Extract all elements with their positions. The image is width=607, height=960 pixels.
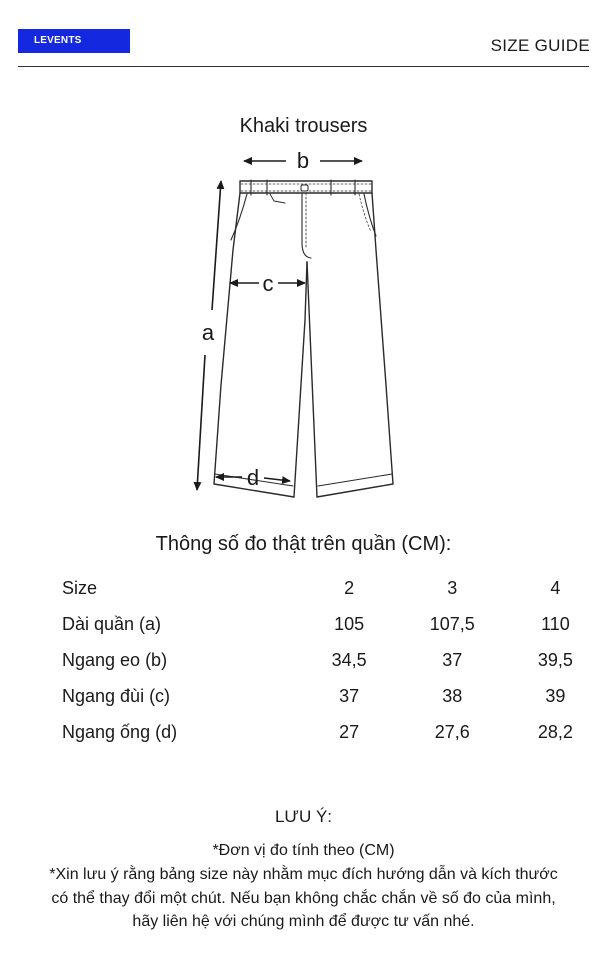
- table-cell: 27,6: [434, 721, 470, 742]
- product-name: Khaki trousers: [239, 115, 368, 137]
- spec-title: Thông số đo thật trên quần (CM):: [155, 533, 452, 555]
- table-row: [62, 714, 607, 750]
- page-title: SIZE GUIDE: [490, 36, 590, 55]
- table-header-cell: Size: [62, 577, 98, 598]
- table-cell: Dài quần (a): [62, 613, 162, 634]
- note-body: *Xin lưu ý rằng bảng size này nhằm mục đích hướng dẫn và kích thước có thể thay đổi một chút. Nếu bạn không chắc chắn về số đo của mình, hãy liên hệ với chúng mình để được tư vấn nhé.: [49, 866, 558, 930]
- table-cell: 34,5: [331, 649, 367, 670]
- brand-logo: LEVENTS: [18, 29, 130, 53]
- table-cell: 28,2: [537, 721, 573, 742]
- label-b: b: [296, 148, 310, 173]
- table-row: [62, 642, 607, 678]
- table-header-cell: 4: [550, 577, 561, 598]
- table-cell: Ngang ống (d): [62, 721, 178, 742]
- table-cell: 38: [442, 685, 463, 706]
- label-d: d: [246, 465, 260, 490]
- table-row: [62, 606, 607, 642]
- note-unit: *Đơn vị đo tính theo (CM): [212, 842, 395, 859]
- table-header-row: [62, 570, 607, 606]
- table-row: [62, 678, 607, 714]
- table-cell: 110: [541, 613, 570, 634]
- table-header-cell: 2: [344, 577, 355, 598]
- label-a: a: [201, 320, 215, 345]
- table-cell: 107,5: [429, 613, 475, 634]
- label-c: c: [262, 271, 274, 296]
- note-title: LƯU Ý:: [274, 807, 333, 826]
- table-cell: 37: [339, 685, 360, 706]
- measure-b-waist: [244, 148, 362, 173]
- table-cell: 37: [442, 649, 463, 670]
- table-header-cell: 3: [447, 577, 458, 598]
- table-cell: 27: [339, 721, 360, 742]
- table-cell: Ngang đùi (c): [62, 685, 171, 706]
- size-table: [62, 570, 607, 750]
- table-cell: 105: [334, 613, 365, 634]
- table-cell: 39: [545, 685, 566, 706]
- trousers-outline: [214, 180, 393, 497]
- table-cell: 39,5: [537, 649, 573, 670]
- measure-c-thigh: [230, 271, 305, 296]
- table-cell: Ngang eo (b): [62, 649, 168, 670]
